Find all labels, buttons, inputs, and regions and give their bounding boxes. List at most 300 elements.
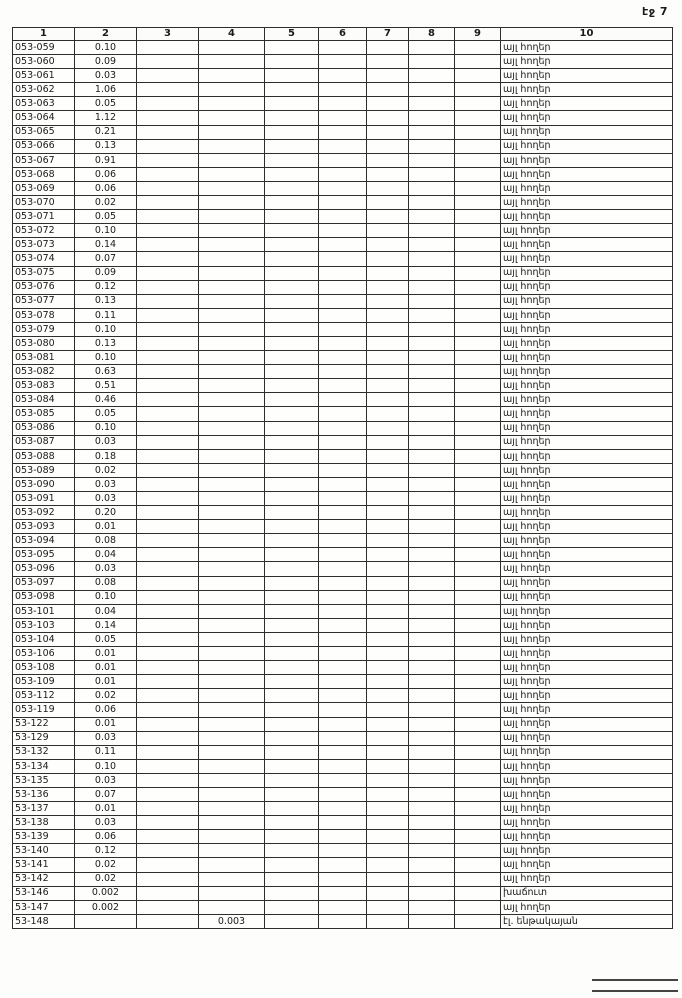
table-row <box>13 83 673 97</box>
table-cell <box>319 379 367 393</box>
table-cell: այլ հողեր <box>501 153 673 167</box>
table-cell <box>455 802 501 816</box>
table-cell: այլ հողեր <box>501 407 673 421</box>
table-cell <box>455 266 501 280</box>
table-cell <box>265 266 319 280</box>
table-cell: 0.02 <box>75 689 137 703</box>
table-cell <box>409 914 455 928</box>
table-cell <box>265 759 319 773</box>
column-header: 7 <box>367 28 409 41</box>
table-cell: այլ հողեր <box>501 111 673 125</box>
table-cell <box>265 407 319 421</box>
table-cell <box>319 477 367 491</box>
table-cell <box>319 294 367 308</box>
table-cell <box>409 477 455 491</box>
table-row <box>13 449 673 463</box>
table-cell <box>367 773 409 787</box>
table-cell <box>409 900 455 914</box>
table-cell <box>137 449 199 463</box>
table-cell <box>367 900 409 914</box>
table-cell <box>319 731 367 745</box>
table-row <box>13 872 673 886</box>
column-header: 3 <box>137 28 199 41</box>
table-cell <box>199 322 265 336</box>
table-row <box>13 69 673 83</box>
table-cell <box>455 407 501 421</box>
table-cell <box>199 844 265 858</box>
table-cell <box>319 167 367 181</box>
table-cell <box>319 745 367 759</box>
table-cell: 053-074 <box>13 252 75 266</box>
table-cell <box>199 717 265 731</box>
table-cell: 0.05 <box>75 407 137 421</box>
table-cell <box>409 252 455 266</box>
table-cell: 53-141 <box>13 858 75 872</box>
table-cell <box>137 41 199 55</box>
table-cell <box>409 139 455 153</box>
table-cell <box>199 773 265 787</box>
table-row <box>13 97 673 111</box>
table-cell <box>199 562 265 576</box>
table-cell: 053-071 <box>13 210 75 224</box>
table-cell: 53-139 <box>13 830 75 844</box>
table-cell <box>137 562 199 576</box>
table-cell: 053-080 <box>13 336 75 350</box>
table-cell <box>409 365 455 379</box>
table-cell: 053-084 <box>13 393 75 407</box>
column-header: 5 <box>265 28 319 41</box>
table-cell <box>319 618 367 632</box>
table-cell: 0.12 <box>75 280 137 294</box>
table-cell: 0.05 <box>75 97 137 111</box>
table-cell <box>137 802 199 816</box>
table-cell: այլ հողեր <box>501 576 673 590</box>
table-cell <box>319 97 367 111</box>
table-cell <box>409 421 455 435</box>
table-cell <box>409 844 455 858</box>
table-cell <box>455 83 501 97</box>
table-cell <box>455 632 501 646</box>
table-cell <box>265 618 319 632</box>
table-cell <box>367 562 409 576</box>
table-cell <box>455 322 501 336</box>
table-cell <box>199 675 265 689</box>
table-row <box>13 647 673 661</box>
table-cell <box>265 252 319 266</box>
table-cell <box>199 167 265 181</box>
table-cell <box>367 252 409 266</box>
table-cell: 053-109 <box>13 675 75 689</box>
table-cell: 0.06 <box>75 830 137 844</box>
table-cell: 053-086 <box>13 421 75 435</box>
table-cell <box>199 125 265 139</box>
table-cell <box>199 703 265 717</box>
table-cell: 0.002 <box>75 886 137 900</box>
table-cell <box>265 830 319 844</box>
table-cell: 053-112 <box>13 689 75 703</box>
table-cell <box>137 759 199 773</box>
table-header-row <box>13 28 673 41</box>
table-row <box>13 379 673 393</box>
table-cell: 053-119 <box>13 703 75 717</box>
table-cell <box>319 914 367 928</box>
table-cell: 0.01 <box>75 717 137 731</box>
table-cell <box>367 435 409 449</box>
table-cell <box>367 745 409 759</box>
table-cell <box>367 731 409 745</box>
table-cell: այլ հողեր <box>501 69 673 83</box>
table-cell <box>265 477 319 491</box>
table-cell: 0.06 <box>75 167 137 181</box>
table-cell <box>367 97 409 111</box>
table-cell: այլ հողեր <box>501 224 673 238</box>
table-cell: 53-146 <box>13 886 75 900</box>
table-cell <box>367 210 409 224</box>
table-cell: էլ. ենթակայան <box>501 914 673 928</box>
table-cell <box>367 167 409 181</box>
table-cell <box>199 858 265 872</box>
table-cell <box>265 872 319 886</box>
table-cell <box>455 590 501 604</box>
table-cell <box>409 520 455 534</box>
table-cell <box>409 689 455 703</box>
table-body <box>13 41 673 929</box>
table-cell: 0.03 <box>75 492 137 506</box>
table-cell <box>319 689 367 703</box>
table-cell <box>137 97 199 111</box>
table-cell <box>367 914 409 928</box>
table-cell: 053-091 <box>13 492 75 506</box>
table-cell: այլ հողեր <box>501 802 673 816</box>
table-row <box>13 139 673 153</box>
table-cell <box>409 266 455 280</box>
table-cell: այլ հողեր <box>501 449 673 463</box>
table-cell: 0.03 <box>75 69 137 83</box>
table-cell <box>367 802 409 816</box>
table-cell <box>265 858 319 872</box>
table-cell <box>367 703 409 717</box>
table-cell: այլ հողեր <box>501 830 673 844</box>
table-cell <box>455 731 501 745</box>
table-cell <box>409 393 455 407</box>
table-cell <box>265 844 319 858</box>
table-cell <box>367 477 409 491</box>
table-cell <box>367 520 409 534</box>
table-cell: այլ հողեր <box>501 181 673 195</box>
table-cell <box>455 393 501 407</box>
table-cell <box>409 886 455 900</box>
table-cell: այլ հողեր <box>501 41 673 55</box>
table-cell <box>265 534 319 548</box>
table-cell <box>409 590 455 604</box>
table-cell: 053-094 <box>13 534 75 548</box>
table-cell <box>199 379 265 393</box>
table-row <box>13 463 673 477</box>
table-cell <box>455 41 501 55</box>
table-cell <box>265 238 319 252</box>
table-cell <box>409 238 455 252</box>
table-cell <box>367 351 409 365</box>
table-cell <box>137 492 199 506</box>
table-cell <box>199 477 265 491</box>
table-cell <box>319 308 367 322</box>
table-cell <box>199 449 265 463</box>
table-cell <box>455 210 501 224</box>
table-cell: այլ հողեր <box>501 435 673 449</box>
table-cell <box>265 886 319 900</box>
table-cell <box>409 647 455 661</box>
table-cell <box>409 492 455 506</box>
table-cell: 0.10 <box>75 590 137 604</box>
table-cell: 0.20 <box>75 506 137 520</box>
table-cell <box>455 520 501 534</box>
table-cell <box>455 252 501 266</box>
table-cell <box>455 830 501 844</box>
table-cell <box>265 41 319 55</box>
table-cell: այլ հողեր <box>501 280 673 294</box>
table-cell: 53-148 <box>13 914 75 928</box>
table-cell <box>265 69 319 83</box>
table-cell: այլ հողեր <box>501 759 673 773</box>
table-cell <box>367 365 409 379</box>
table-cell: այլ հողեր <box>501 97 673 111</box>
table-cell: 053-095 <box>13 548 75 562</box>
table-cell <box>409 759 455 773</box>
table-cell <box>367 675 409 689</box>
table-cell <box>137 886 199 900</box>
table-cell <box>409 463 455 477</box>
table-cell: 0.14 <box>75 238 137 252</box>
table-cell <box>137 167 199 181</box>
table-cell <box>455 280 501 294</box>
table-cell: 053-089 <box>13 463 75 477</box>
table-row <box>13 858 673 872</box>
table-cell: 0.05 <box>75 632 137 646</box>
table-cell <box>409 435 455 449</box>
table-cell <box>137 506 199 520</box>
table-cell <box>137 675 199 689</box>
table-cell <box>455 506 501 520</box>
table-cell <box>455 449 501 463</box>
table-cell: 0.03 <box>75 562 137 576</box>
table-row <box>13 675 673 689</box>
table-cell <box>455 294 501 308</box>
table-row <box>13 576 673 590</box>
table-cell: 053-076 <box>13 280 75 294</box>
table-cell <box>367 759 409 773</box>
table-cell: 053-069 <box>13 181 75 195</box>
table-cell <box>137 83 199 97</box>
table-cell <box>409 858 455 872</box>
table-row <box>13 322 673 336</box>
table-cell: այլ հողեր <box>501 308 673 322</box>
table-cell <box>265 647 319 661</box>
table-cell <box>455 492 501 506</box>
table-cell: 0.18 <box>75 449 137 463</box>
table-cell <box>137 632 199 646</box>
table-cell <box>137 379 199 393</box>
table-cell <box>319 604 367 618</box>
table-cell: 0.14 <box>75 618 137 632</box>
table-row <box>13 167 673 181</box>
table-cell <box>367 266 409 280</box>
table-cell: այլ հողեր <box>501 731 673 745</box>
table-cell: 0.06 <box>75 703 137 717</box>
table-cell <box>367 604 409 618</box>
table-cell <box>137 731 199 745</box>
table-cell <box>367 336 409 350</box>
table-cell <box>409 745 455 759</box>
table-cell: այլ հողեր <box>501 492 673 506</box>
table-cell <box>199 816 265 830</box>
table-cell <box>367 449 409 463</box>
table-cell <box>455 675 501 689</box>
table-cell <box>409 449 455 463</box>
table-row <box>13 492 673 506</box>
table-cell: 0.10 <box>75 759 137 773</box>
table-cell <box>319 210 367 224</box>
table-cell <box>265 900 319 914</box>
table-cell: 0.01 <box>75 647 137 661</box>
table-cell: այլ հողեր <box>501 703 673 717</box>
table-cell <box>455 435 501 449</box>
table-cell <box>455 787 501 801</box>
table-cell <box>199 238 265 252</box>
table-cell: այլ հողեր <box>501 745 673 759</box>
table-cell <box>137 703 199 717</box>
table-cell <box>455 717 501 731</box>
table-cell <box>367 590 409 604</box>
table-cell <box>367 886 409 900</box>
table-cell <box>199 69 265 83</box>
table-cell <box>319 858 367 872</box>
table-cell <box>137 252 199 266</box>
table-cell: այլ հողեր <box>501 322 673 336</box>
table-row <box>13 238 673 252</box>
table-cell <box>455 463 501 477</box>
table-cell: 0.01 <box>75 802 137 816</box>
table-cell <box>319 703 367 717</box>
table-cell <box>265 435 319 449</box>
table-cell: այլ հողեր <box>501 210 673 224</box>
table-cell: 053-101 <box>13 604 75 618</box>
table-cell <box>265 167 319 181</box>
table-cell: այլ հողեր <box>501 477 673 491</box>
table-cell <box>199 689 265 703</box>
table-cell <box>409 167 455 181</box>
table-cell: այլ հողեր <box>501 858 673 872</box>
table-cell <box>319 534 367 548</box>
table-cell <box>367 407 409 421</box>
table-cell <box>137 520 199 534</box>
table-cell <box>367 69 409 83</box>
table-cell <box>455 336 501 350</box>
table-cell: այլ հողեր <box>501 336 673 350</box>
table-cell <box>199 534 265 548</box>
table-cell: 0.03 <box>75 773 137 787</box>
table-cell <box>199 463 265 477</box>
table-cell: 53-132 <box>13 745 75 759</box>
table-cell <box>137 463 199 477</box>
table-cell: 0.01 <box>75 675 137 689</box>
table-cell <box>199 280 265 294</box>
table-cell <box>199 632 265 646</box>
table-cell <box>137 773 199 787</box>
table-cell <box>367 647 409 661</box>
table-cell <box>199 393 265 407</box>
table-cell <box>367 41 409 55</box>
table-cell <box>265 520 319 534</box>
table-cell: 53-134 <box>13 759 75 773</box>
table-row <box>13 661 673 675</box>
table-cell <box>265 379 319 393</box>
cadastre-table <box>12 27 673 929</box>
column-header: 8 <box>409 28 455 41</box>
table-cell <box>199 336 265 350</box>
table-cell <box>319 83 367 97</box>
table-cell <box>409 830 455 844</box>
table-cell <box>319 336 367 350</box>
table-cell: 0.02 <box>75 463 137 477</box>
table-cell <box>409 41 455 55</box>
table-cell <box>265 506 319 520</box>
table-cell <box>199 181 265 195</box>
table-cell <box>455 365 501 379</box>
table-cell <box>367 506 409 520</box>
table-cell: այլ հողեր <box>501 534 673 548</box>
table-cell <box>455 689 501 703</box>
table-cell <box>137 336 199 350</box>
table-cell <box>367 181 409 195</box>
table-cell <box>199 548 265 562</box>
table-cell <box>319 322 367 336</box>
table-cell: այլ հողեր <box>501 689 673 703</box>
table-cell: 053-103 <box>13 618 75 632</box>
table-row <box>13 55 673 69</box>
table-cell <box>367 463 409 477</box>
table-cell: այլ հողեր <box>501 167 673 181</box>
table-cell <box>455 604 501 618</box>
table-cell <box>265 590 319 604</box>
table-cell: 0.08 <box>75 576 137 590</box>
table-cell: այլ հողեր <box>501 675 673 689</box>
table-cell <box>367 548 409 562</box>
table-cell: 0.03 <box>75 477 137 491</box>
table-cell <box>319 41 367 55</box>
table-cell: 0.10 <box>75 322 137 336</box>
table-cell <box>137 294 199 308</box>
table-cell <box>409 294 455 308</box>
table-cell <box>199 139 265 153</box>
table-cell <box>455 759 501 773</box>
table-cell: այլ հողեր <box>501 421 673 435</box>
column-header: 6 <box>319 28 367 41</box>
table-cell: 0.05 <box>75 210 137 224</box>
table-cell <box>409 210 455 224</box>
table-cell <box>367 153 409 167</box>
table-cell <box>137 816 199 830</box>
table-cell: 0.06 <box>75 181 137 195</box>
table-row <box>13 632 673 646</box>
table-cell <box>137 830 199 844</box>
table-cell <box>319 266 367 280</box>
table-cell: 053-078 <box>13 308 75 322</box>
table-cell <box>409 576 455 590</box>
table-cell: 53-147 <box>13 900 75 914</box>
table-cell <box>367 816 409 830</box>
table-cell <box>319 463 367 477</box>
table-cell <box>265 210 319 224</box>
